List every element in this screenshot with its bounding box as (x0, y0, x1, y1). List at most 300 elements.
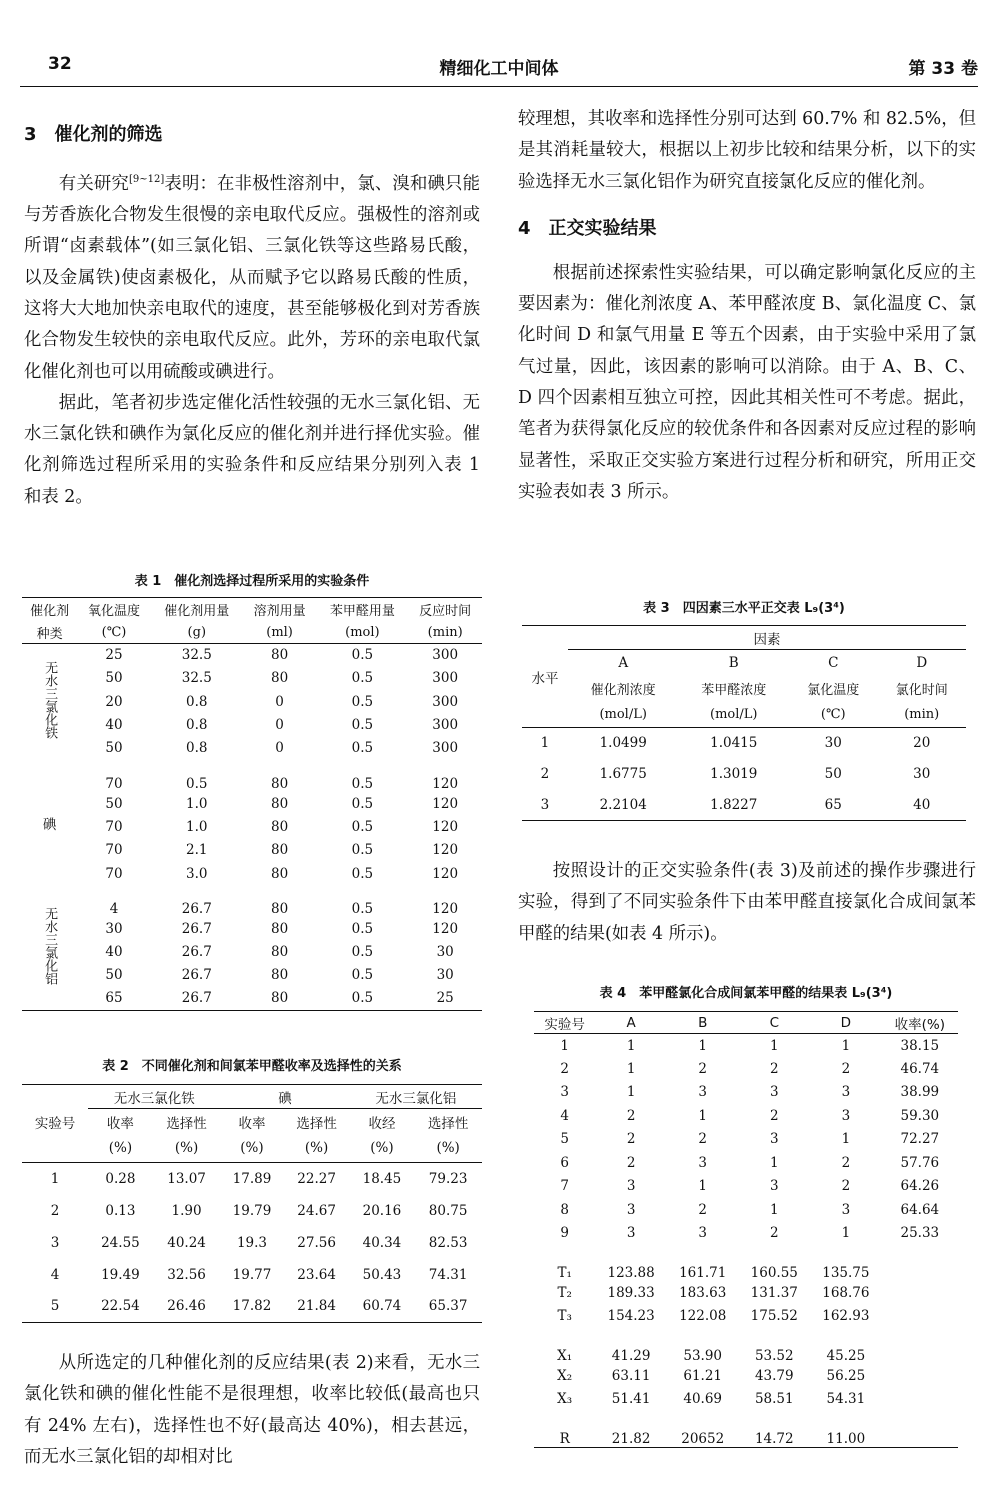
table-cell: 38.15 (900, 1037, 940, 1054)
unit-header: (g) (187, 624, 207, 640)
table-cell: 300 (432, 717, 459, 734)
column-header: 溶剂用量 (253, 604, 306, 620)
table-cell: 2 (698, 1201, 707, 1218)
table-cell: 80 (270, 865, 289, 882)
table-cell: 30 (824, 735, 842, 752)
table-cell: 1.0415 (710, 735, 758, 752)
table-cell: 50 (105, 670, 123, 687)
table-cell: 21.84 (297, 1298, 336, 1315)
stat-cell: 175.52 (750, 1308, 798, 1325)
column-header: 反应时间 (419, 604, 472, 620)
stat-cell: 160.55 (750, 1265, 798, 1281)
table-cell: 0.5 (351, 670, 374, 687)
table-cell: 7 (560, 1178, 569, 1195)
stat-cell: 11.00 (826, 1430, 866, 1447)
table-cell: 3 (626, 1201, 636, 1218)
table-4-caption: 表 4 苯甲醛氯化合成间氯苯甲醛的结果表 L₉(3⁴) (599, 986, 893, 1001)
stat-row (534, 1364, 958, 1388)
table-cell: 0.5 (351, 901, 374, 918)
table-cell: 32.5 (181, 647, 212, 664)
table-cell: 40 (105, 944, 123, 961)
table-cell: 25 (436, 990, 454, 1007)
factor-name: 苯甲醛浓度 (701, 683, 767, 698)
unit-header: (min) (427, 624, 463, 640)
table-cell: 80 (270, 670, 289, 687)
table-cell: 120 (432, 775, 459, 792)
table-row (534, 1128, 958, 1152)
table-cell: 40.24 (167, 1234, 206, 1251)
table-cell: 1 (698, 1178, 707, 1195)
table-3 (522, 597, 966, 821)
table-cell: 2 (769, 1225, 779, 1242)
table-cell: 0.5 (351, 717, 374, 734)
table-cell: 1 (698, 1107, 707, 1124)
table-cell: 3 (560, 1084, 569, 1101)
table-row (22, 667, 482, 690)
table-cell: 3 (841, 1084, 851, 1101)
table-cell: 80 (270, 944, 289, 961)
table-cell: 1 (841, 1131, 851, 1148)
table-cell: 80.75 (428, 1202, 468, 1219)
unit-header: 种类 (36, 626, 63, 642)
column-header: 选择性 (427, 1115, 469, 1132)
table-cell: 64.64 (900, 1201, 940, 1218)
factor-letter: A (618, 654, 629, 671)
table-cell: 2 (841, 1060, 851, 1077)
table-cell: 300 (432, 693, 459, 710)
blank-cell (22, 1135, 88, 1163)
running-header (20, 54, 978, 82)
row-header: 实验号 (34, 1115, 76, 1132)
table-cell: 25.33 (900, 1225, 940, 1242)
table-cell: 6 (560, 1154, 569, 1171)
table-cell: 80 (270, 775, 289, 792)
table-cell: 9 (560, 1225, 569, 1242)
stat-cell: 43.79 (754, 1367, 794, 1384)
page-number: 32 (48, 54, 72, 74)
table-cell: 1.3019 (710, 766, 758, 782)
right-paragraph-1: 较理想，其收率和选择性分别可达到 60.7% 和 82.5%，但是其消耗量较大，根据以上初步比较和结果分析，以下的实验选择无水三氯化铝作为研究直接氯化反应的催化剂。 (518, 109, 976, 192)
table-cell: 1 (698, 1037, 707, 1054)
table-cell: 20 (105, 693, 123, 710)
table-4 (534, 982, 958, 1448)
table-2-group: 碘 (220, 1085, 349, 1109)
table-cell: 50 (105, 967, 123, 984)
table-cell: 19.49 (101, 1266, 140, 1283)
table-row (22, 964, 482, 987)
stat-cell: 58.51 (754, 1391, 794, 1408)
table-cell: 1 (769, 1154, 779, 1171)
stat-label: T₂ (557, 1284, 572, 1301)
table-cell: 57.76 (900, 1154, 940, 1171)
column-header: 催化剂用量 (164, 604, 230, 620)
stat-label: X₂ (557, 1367, 573, 1384)
stat-cell: 41.29 (611, 1348, 651, 1364)
factor-name: 氯化温度 (807, 683, 860, 698)
table-cell: 5 (50, 1298, 60, 1315)
table-cell: 26.7 (181, 990, 212, 1007)
stat-row (534, 1305, 958, 1329)
column-header: 催化剂 (30, 604, 70, 620)
table-cell: 40 (913, 796, 931, 813)
table-cell: 3 (540, 796, 550, 813)
citation: [9~12] (128, 174, 165, 185)
table-4-grid (534, 1011, 958, 1448)
stat-row (534, 1411, 958, 1447)
stat-cell: 63.11 (611, 1367, 651, 1384)
table-row (22, 1163, 482, 1195)
table-cell: 1.90 (171, 1202, 202, 1219)
table-cell: 2 (50, 1202, 60, 1219)
stat-cell: 53.52 (754, 1348, 794, 1364)
table-cell: 27.56 (297, 1234, 336, 1251)
column-header: 氧化温度 (87, 604, 140, 620)
table-cell: 22.27 (297, 1170, 336, 1187)
table-cell: 70 (105, 775, 123, 792)
table-cell: 1 (841, 1037, 851, 1054)
column-header: 苯甲醛用量 (329, 604, 395, 620)
table-cell: 0.5 (351, 865, 374, 882)
unit-header: (%) (108, 1140, 133, 1157)
left-paragraph-1: 有关研究[9~12]表明：在非极性溶剂中，氯、溴和碘只能与芳香族化合物发生很慢的亲电取代反应。强极性的溶剂或所谓“卤素载体”(如三氯化铝、三氯化铁等这些路易氏酸，以及金属铁)使卤素极化，从而赋予它以路易氏酸的性质，这将大大地加快亲电取代的速度，甚至能够极化到对芳香族化合物发生较快的亲电取代反应。此外，芳环的亲电取代氯化催化剂也可以用硫酸或碘进行。 (24, 173, 480, 382)
right-paragraph-2: 根据前述探索性实验结果，可以确定影响氯化反应的主要因素为：催化剂浓度 A、苯甲醛浓度 B、氯化温度 C、氯化时间 D 和氯气用量 E 等五个因素，由于实验中采用了氯气过量，因此，该因素的影响可以消除。由于 A、B、C、D 四个因素相互独立可控，因此其相关性可不考虑。据此，笔者为获得氯化反应的较优条件和各因素对反应过程的影响显著性，采取正交实验方案进行过程分析和研究，所用正交实验表如表 3 所示。 (518, 262, 976, 502)
stat-label: X₁ (557, 1348, 573, 1364)
table-1-grid (22, 597, 482, 1011)
table-cell: 65.37 (428, 1298, 468, 1315)
unit-header: (ml) (266, 624, 293, 640)
unit-header: (℃) (820, 706, 846, 722)
stat-cell: 122.08 (679, 1308, 727, 1325)
table-cell: 3 (841, 1107, 851, 1124)
table-cell: 2 (560, 1060, 569, 1077)
table-cell: 1.0 (186, 795, 208, 812)
table-cell: 2 (626, 1154, 636, 1171)
blank-cell (882, 1388, 958, 1412)
table-cell: 17.82 (232, 1298, 272, 1315)
table-cell: 0.8 (186, 740, 208, 757)
journal-title: 精细化工中间体 (439, 59, 559, 79)
table-cell: 120 (432, 865, 459, 882)
column-header: 选择性 (166, 1115, 207, 1132)
blank-cell (882, 1411, 958, 1447)
table-cell: 50 (105, 795, 123, 812)
table-cell: 3 (698, 1154, 707, 1171)
table-row (534, 1151, 958, 1175)
table-cell: 300 (432, 647, 459, 664)
section-4-heading: 4 正交实验结果 (518, 217, 657, 239)
table-row (534, 1222, 958, 1246)
table-cell: 1.6775 (599, 766, 647, 782)
table-cell: 79.23 (428, 1170, 468, 1187)
table-cell: 30 (436, 967, 454, 984)
table-cell: 20.16 (362, 1202, 402, 1219)
table-cell: 2 (769, 1060, 779, 1077)
stat-cell: 61.21 (683, 1367, 723, 1384)
unit-header: (%) (370, 1140, 394, 1157)
table-cell: 3 (698, 1225, 707, 1242)
table-cell: 2 (841, 1178, 851, 1195)
unit-header: (mol/L) (599, 706, 647, 722)
blank-cell (882, 1281, 958, 1305)
table-cell: 120 (432, 818, 459, 835)
table-3-grid (522, 625, 966, 821)
table-row (522, 790, 966, 821)
table-cell: 0.5 (186, 775, 208, 792)
table-cell: 80 (270, 818, 289, 835)
table-cell: 30 (436, 944, 454, 961)
table-cell: 0.5 (351, 944, 374, 961)
table-cell: 50.43 (362, 1266, 402, 1283)
table-2-group: 无水三氯化铁 (88, 1085, 220, 1109)
table-cell: 3 (626, 1225, 636, 1242)
table-row (22, 1227, 482, 1259)
column-header: D (840, 1014, 852, 1031)
table-row (22, 760, 482, 792)
table-cell: 1.8227 (710, 796, 758, 813)
table-cell: 38.99 (900, 1084, 940, 1101)
table-cell: 13.07 (167, 1170, 206, 1187)
table-cell: 2 (698, 1131, 707, 1148)
table-cell: 20 (913, 735, 931, 752)
stat-cell: 161.71 (679, 1265, 727, 1281)
table-cell: 4 (560, 1107, 569, 1124)
stat-cell: 168.76 (822, 1284, 870, 1301)
column-header: C (769, 1014, 779, 1031)
stat-label: R (559, 1430, 570, 1447)
table-cell: 120 (432, 795, 459, 812)
table-row (22, 862, 482, 885)
table-cell: 65 (824, 796, 842, 813)
table-cell: 30 (105, 920, 123, 937)
table-cell: 26.46 (167, 1298, 206, 1315)
column-header: 选择性 (296, 1115, 337, 1132)
left-column-bottom (24, 1348, 480, 1473)
table-cell: 25 (105, 647, 123, 664)
table-cell: 5 (560, 1131, 569, 1148)
table-row (22, 644, 482, 667)
table-cell: 46.74 (900, 1060, 940, 1077)
column-header: A (626, 1014, 636, 1031)
blank-cell (882, 1364, 958, 1388)
table-cell: 120 (432, 901, 459, 918)
table-cell: 2 (626, 1107, 636, 1124)
stat-cell: 53.90 (683, 1348, 723, 1364)
table-row (534, 1175, 958, 1199)
table-cell: 0.5 (351, 818, 374, 835)
table-cell: 19.79 (232, 1202, 272, 1219)
table-cell: 72.27 (900, 1131, 940, 1148)
table-cell: 1 (769, 1037, 779, 1054)
table-cell: 2 (698, 1060, 707, 1077)
table-cell: 0.28 (105, 1170, 136, 1187)
table-row (22, 1291, 482, 1323)
factor-name: 催化剂浓度 (590, 683, 656, 698)
table-cell: 70 (105, 865, 123, 882)
table-1-caption: 表 1 催化剂选择过程所采用的实验条件 (134, 574, 370, 589)
table-cell: 2.2104 (599, 796, 647, 813)
stat-cell: 131.37 (750, 1284, 798, 1301)
table-cell: 32.5 (181, 670, 212, 687)
table-cell: 3 (769, 1131, 779, 1148)
table-cell: 3 (769, 1178, 779, 1195)
table-cell: 30 (913, 766, 931, 782)
table-cell: 32.56 (167, 1266, 206, 1283)
table-row (522, 728, 966, 759)
table-cell: 3 (698, 1084, 707, 1101)
level-header: 水平 (531, 670, 559, 687)
table-cell: 4 (109, 901, 119, 918)
header-rule (20, 86, 978, 87)
table-cell: 70 (105, 818, 123, 835)
unit-header: (mol) (345, 624, 380, 640)
table-cell: 70 (105, 842, 123, 859)
table-cell: 80 (270, 795, 289, 812)
stat-cell: 135.75 (822, 1265, 870, 1281)
table-cell: 2 (540, 766, 550, 782)
table-3-caption: 表 3 四因素三水平正交表 L₉(3⁴) (643, 601, 845, 616)
table-2-caption: 表 2 不同催化剂和间氯苯甲醛收率及选择性的关系 (102, 1059, 402, 1074)
table-cell: 1 (626, 1060, 636, 1077)
table-cell: 26.7 (181, 920, 212, 937)
table-cell: 82.53 (428, 1234, 468, 1251)
table-cell: 2.1 (186, 842, 208, 859)
table-cell: 3 (769, 1084, 779, 1101)
catalyst-name-text: 碘 (42, 816, 57, 833)
catalyst-name (22, 644, 77, 760)
table-row (22, 1195, 482, 1227)
table-cell: 1 (560, 1037, 569, 1054)
table-cell: 50 (105, 740, 123, 757)
stat-row (534, 1328, 958, 1364)
table-row (534, 1198, 958, 1222)
column-header: 实验号 (544, 1016, 585, 1033)
table-cell: 0 (275, 740, 284, 757)
stat-row (534, 1281, 958, 1305)
table-cell: 0.5 (351, 795, 374, 812)
table-row (22, 885, 482, 917)
table-cell: 4 (50, 1266, 60, 1283)
table-cell: 1 (50, 1170, 60, 1187)
table-cell: 0.5 (351, 920, 374, 937)
table-2-group: 无水三氯化铝 (350, 1085, 482, 1109)
catalyst-name (22, 885, 77, 1010)
table-cell: 80 (270, 901, 289, 918)
table-row (534, 1081, 958, 1105)
table-cell: 120 (432, 920, 459, 937)
table-row (22, 940, 482, 963)
table-cell: 8 (560, 1201, 569, 1218)
stat-cell: 40.69 (683, 1391, 723, 1408)
left-paragraph-3: 从所选定的几种催化剂的反应结果(表 2)来看，无水三氯化铁和碘的催化性能不是很理想，收率比较低(最高也只有 24% 左右)，选择性也不好(最高达 40%)，相去甚远，而无水三氯化铝的却相对比 (24, 1353, 480, 1467)
table-row (22, 987, 482, 1010)
table-row (522, 759, 966, 790)
table-cell: 0.5 (351, 775, 374, 792)
factor-letter: B (728, 654, 739, 671)
stat-row (534, 1388, 958, 1412)
table-cell: 74.31 (428, 1266, 468, 1283)
table-cell: 17.89 (232, 1170, 272, 1187)
factor-name: 氯化时间 (895, 683, 948, 698)
table-cell: 0.5 (351, 842, 374, 859)
left-paragraph-2: 据此，笔者初步选定催化活性较强的无水三氯化铝、无水三氯化铁和碘作为氯化反应的催化剂并进行择优实验。催化剂筛选过程所采用的实验条件和反应结果分别列入表 1 和表 2。 (24, 392, 480, 507)
table-cell: 26.7 (181, 944, 212, 961)
table-cell: 3 (50, 1234, 60, 1251)
table-cell: 80 (270, 920, 289, 937)
table-cell: 2 (626, 1131, 636, 1148)
table-cell: 18.45 (362, 1170, 402, 1187)
table-1 (22, 570, 482, 1011)
column-header: 收率 (106, 1115, 134, 1132)
stat-cell: 14.72 (754, 1430, 794, 1447)
table-2-grid (22, 1084, 482, 1323)
catalyst-name (22, 760, 77, 885)
table-cell: 300 (432, 670, 459, 687)
table-cell: 0.5 (351, 740, 374, 757)
table-cell: 1 (626, 1037, 636, 1054)
table-cell: 26.7 (181, 967, 212, 984)
table-cell: 80 (270, 990, 289, 1007)
table-cell: 60.74 (362, 1298, 402, 1315)
unit-header: (mol/L) (710, 706, 758, 722)
table-cell: 0 (275, 717, 284, 734)
stat-cell: 123.88 (607, 1265, 655, 1281)
catalyst-name-text: 无水三氯化铁 (42, 660, 58, 739)
table-cell: 0.8 (186, 717, 208, 734)
table-cell: 300 (432, 740, 459, 757)
stat-cell: 189.33 (607, 1284, 655, 1301)
table-cell: 19.3 (236, 1234, 267, 1251)
table-cell: 2 (841, 1154, 851, 1171)
unit-header: (%) (174, 1140, 199, 1157)
table-cell: 40.34 (362, 1234, 402, 1251)
stat-cell: 54.31 (826, 1391, 866, 1408)
table-row (534, 1104, 958, 1128)
table-cell: 0.5 (351, 693, 374, 710)
table-cell: 24.67 (297, 1202, 336, 1219)
stat-cell: 183.63 (679, 1284, 727, 1301)
unit-header: (%) (240, 1140, 264, 1157)
stat-label: X₃ (557, 1391, 573, 1408)
stat-label: T₁ (557, 1265, 572, 1281)
section-3-heading: 3 催化剂的筛选 (24, 124, 163, 145)
stat-cell: 56.25 (826, 1367, 866, 1384)
table-cell: 0 (275, 693, 284, 710)
stat-cell: 51.41 (611, 1391, 651, 1408)
right-column-mid (518, 856, 976, 950)
stat-label: T₃ (557, 1308, 572, 1325)
table-cell: 0.5 (351, 647, 374, 664)
table-row (534, 1034, 958, 1058)
table-cell: 59.30 (900, 1107, 940, 1124)
table-row (22, 839, 482, 862)
table-cell: 3 (841, 1201, 851, 1218)
table-cell: 120 (432, 842, 459, 859)
factor-letter: C (828, 654, 839, 671)
table-cell: 1.0499 (599, 735, 647, 752)
table-cell: 64.26 (900, 1178, 940, 1195)
unit-header: (min) (904, 706, 940, 722)
table-cell: 1 (540, 735, 550, 752)
left-column (24, 120, 480, 513)
table-row (534, 1057, 958, 1081)
table-row (22, 792, 482, 815)
column-header: B (698, 1014, 708, 1031)
table-cell: 1 (626, 1084, 636, 1101)
table-cell: 50 (824, 766, 842, 782)
table-row (22, 690, 482, 713)
table-cell: 0.8 (186, 693, 208, 710)
table-cell: 65 (105, 990, 123, 1007)
